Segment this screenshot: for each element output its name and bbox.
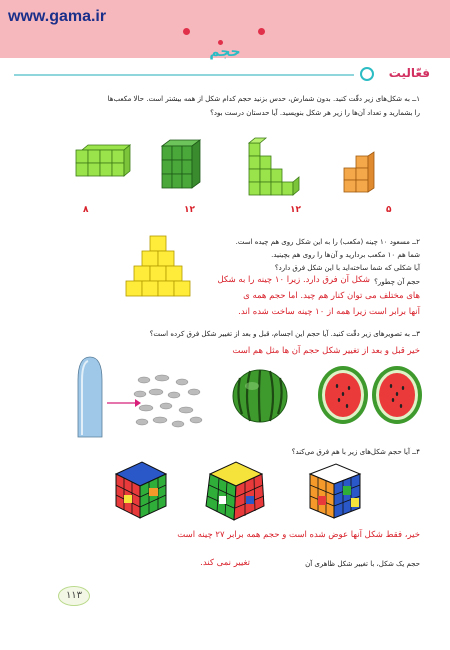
- q4-answer: خیر، فقط شکل آنها عوض شده است و حجم همه برابر ۲۷ چینه است: [177, 530, 420, 540]
- watermelon-icon: [230, 366, 290, 426]
- q3-answer: خیر قبل و بعد از تغییر شکل حجم آن ها مثل هم است: [232, 346, 420, 356]
- cube-figure-12a: [158, 138, 208, 198]
- q2-line4: حجم آن چطور؟: [374, 278, 420, 286]
- count-label: ۱۲: [184, 205, 195, 215]
- rubik-cube-twisted-1: [108, 458, 173, 523]
- q2-line3: آیا شکلی که شما ساخته‌اید با این شکل فرق دارد؟: [274, 264, 420, 272]
- q2-line2: شما هم ۱۰ مکعب بردارید و آن‌ها را روی هم بچینید.: [271, 251, 420, 259]
- conclusion-answer: تغییر نمی کند.: [200, 558, 250, 568]
- rubik-cube-twisted-2: [200, 456, 270, 526]
- q4-line1: ۴ــ آیا حجم شکل‌های زیر با هم فرق می‌کند؟: [291, 448, 420, 456]
- conclusion-printed: حجم یک شکل، با تغییر شکل ظاهری آن: [305, 560, 420, 568]
- q2-answer3: آنها برابر است زیرا همه از ۱۰ چینه ساخت شده اند.: [238, 307, 420, 317]
- q2-answer2: های مختلف می توان کنار هم چید. اما حجم همه ی: [243, 291, 420, 301]
- cube-figure-5: [342, 152, 392, 197]
- q3-line1: ۳ــ به تصویرهای زیر دقّت کنید. آیا حجم این اجسام، قبل و بعد از تغییر شکل فرق کرده است؟: [149, 330, 420, 338]
- count-label: ۵: [386, 205, 392, 215]
- cube-figure-8: [72, 145, 132, 195]
- cube-figure-12b: [245, 135, 315, 200]
- watermelon-halves-icon: [315, 364, 425, 426]
- page-number: ۱۱۳: [58, 586, 90, 606]
- activity-label: فعّالیت: [388, 66, 430, 80]
- clay-column: [70, 355, 110, 440]
- count-label: ۸: [83, 205, 89, 215]
- q1-line2: را بشمارید و تعداد آن‌ها را زیر هر شکل بنویسید. آیا حدستان درست بود؟: [210, 109, 420, 117]
- q2-answer1: شکل آن فرق دارد. زیرا ۱۰ چینه را به شکل: [217, 275, 370, 285]
- banner-dot: [258, 28, 265, 35]
- rubik-cube: [304, 460, 366, 522]
- activity-icon: [360, 67, 374, 81]
- page-title: حجم: [209, 44, 241, 60]
- clay-pieces: [132, 370, 207, 435]
- q2-line1: ۲ــ مسعود ۱۰ چینه (مکعب) را به این شکل روی هم چیده است.: [235, 238, 420, 246]
- count-label: ۱۲: [290, 205, 301, 215]
- banner-dot: [183, 28, 190, 35]
- site-url: www.gama.ir: [8, 8, 107, 25]
- q1-line1: ۱ــ به شکل‌های زیر دقّت کنید. بدون شمارش، حدس بزنید حجم کدام شکل از همه بیشتر است. حالا مکعب‌ها: [107, 95, 420, 103]
- activity-divider: [14, 74, 354, 76]
